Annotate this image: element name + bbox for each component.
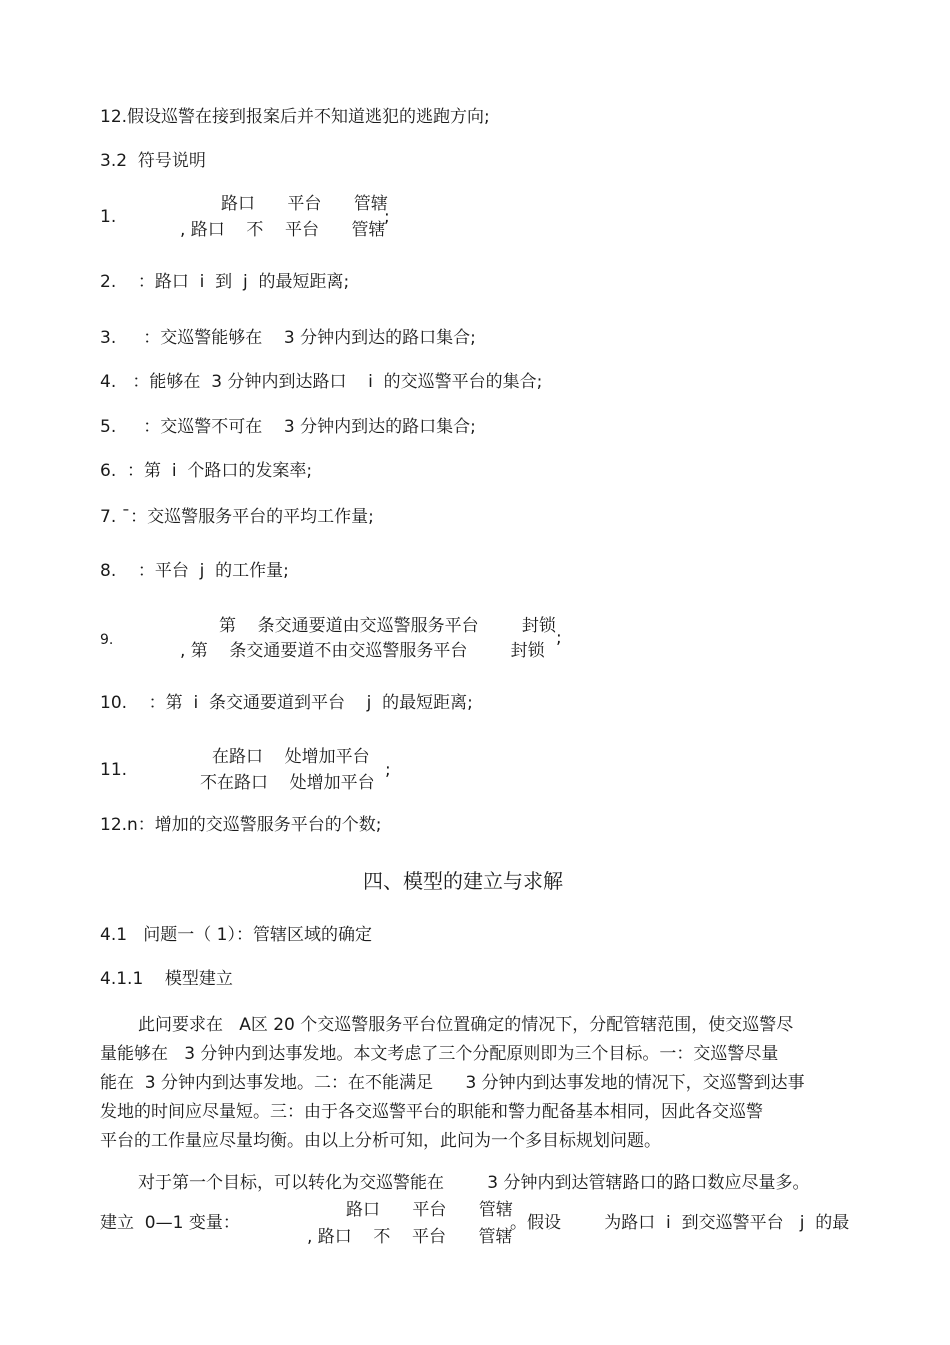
final-lead: 建立 0—1 变量： (100, 1213, 240, 1233)
final-case-a: 路口 平台 管辖 (346, 1200, 513, 1220)
paragraph-1-line-5: 平台的工作量应尽量均衡。由以上分析可知，此问为一个多目标规划问题。 (100, 1131, 661, 1151)
symbol-10: 10. ：第 i 条交通要道到平台 j 的最短距离; (100, 693, 473, 713)
symbol-11-punct: ; (385, 760, 391, 780)
final-case-b: , 路口 不 平台 管辖 (307, 1227, 513, 1247)
symbol-7: 7. ¯：交巡警服务平台的平均工作量; (100, 507, 374, 527)
paragraph-1-line-1: 此问要求在 A区 20 个交巡警服务平台位置确定的情况下，分配管辖范围，使交巡警尽 (138, 1015, 794, 1035)
symbol-11-case-a: 在路口 处增加平台 (212, 747, 370, 767)
symbol-6: 6. ：第 i 个路口的发案率; (100, 461, 313, 481)
paragraph-1-line-2: 量能够在 3 分钟内到达事发地。本文考虑了三个分配原则即为三个目标。一：交巡警尽量 (100, 1044, 779, 1064)
symbol-1-case-a: 路口 平台 管辖 (221, 194, 388, 214)
paragraph-2-line-1: 对于第一个目标，可以转化为交巡警能在 3 分钟内到达管辖路口的路口数应尽量多。 (138, 1173, 810, 1193)
symbol-9-number: 9. (100, 632, 114, 648)
chapter-4-title: 四、模型的建立与求解 (363, 869, 563, 893)
symbol-2: 2. ：路口 i 到 j 的最短距离; (100, 272, 350, 292)
symbol-9-case-a: 第 条交通要道由交巡警服务平台 封锁 (219, 616, 556, 636)
paragraph-1-line-4: 发地的时间应尽量短。三：由于各交巡警平台的职能和警力配备基本相同，因此各交巡警 (100, 1102, 763, 1122)
symbol-3: 3. ：交巡警能够在 3 分钟内到达的路口集合; (100, 328, 476, 348)
final-tail: 。假设 为路口 i 到交巡警平台 j 的最 (510, 1213, 850, 1233)
symbol-1-punct: ; (384, 207, 390, 227)
symbol-9-case-b: , 第 条交通要道不由交巡警服务平台 封锁 (180, 641, 545, 661)
symbol-8: 8. ：平台 j 的工作量; (100, 561, 289, 581)
section-3-2-heading: 3.2 符号说明 (100, 151, 206, 171)
symbol-11-number: 11. (100, 760, 128, 780)
symbol-12: 12.n：增加的交巡警服务平台的个数; (100, 815, 382, 835)
symbol-4: 4. ：能够在 3 分钟内到达路口 i 的交巡警平台的集合; (100, 372, 543, 392)
symbol-1-case-b: , 路口 不 平台 管辖 (180, 220, 386, 240)
assumption-12: 12.假设巡警在接到报案后并不知道逃犯的逃跑方向; (100, 107, 490, 127)
symbol-1-number: 1. (100, 207, 117, 227)
paragraph-1 (100, 1011, 860, 1156)
symbol-9-punct: ; (556, 628, 562, 648)
section-4-1-heading: 4.1 问题一（ 1）：管辖区域的确定 (100, 925, 372, 945)
symbol-5: 5. ：交巡警不可在 3 分钟内到达的路口集合; (100, 417, 476, 437)
section-4-1-1-heading: 4.1.1 模型建立 (100, 969, 233, 989)
paragraph-1-line-3: 能在 3 分钟内到达事发地。二：在不能满足 3 分钟内到达事发地的情况下，交巡警到达事 (100, 1073, 805, 1093)
symbol-11-case-b: 不在路口 处增加平台 (200, 773, 375, 793)
